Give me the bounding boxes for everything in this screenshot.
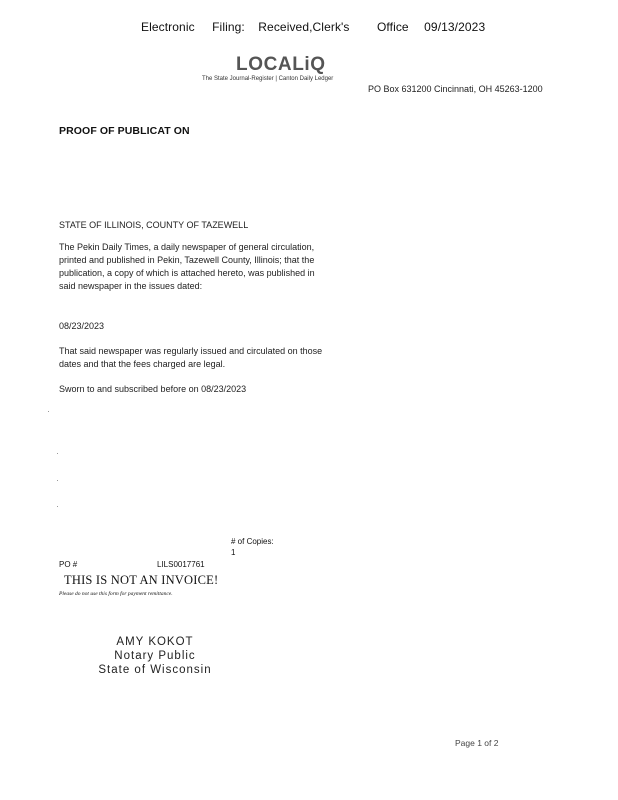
not-invoice-note: Please do not use this form for payment remittance. <box>59 591 173 597</box>
publication-date: 08/23/2023 <box>59 321 105 331</box>
notary-state: State of Wisconsin <box>98 664 212 676</box>
localiq-logo: LOCALiQ <box>236 54 326 75</box>
state-county-line: STATE OF ILLINOIS, COUNTY OF TAZEWELL <box>59 220 249 230</box>
efiling-stamp <box>141 20 485 34</box>
scan-mark <box>48 411 49 412</box>
notary-name: AMY KOKOT <box>116 636 194 648</box>
publication-statement: The Pekin Daily Times, a daily newspaper of general circulation, printed and published in Pekin, Tazewell County, Illinois; that the publication, a copy of which is attached hereto, was published in said newspaper in the issues dated: <box>59 242 315 291</box>
stamp-office: Office <box>376 20 409 34</box>
stamp-received: Received,Clerk's <box>258 20 350 34</box>
circulation-statement: That said newspaper was regularly issued and circulated on those dates and that the fees charged are legal. <box>59 346 323 369</box>
notary-title: Notary Public <box>114 650 196 662</box>
stamp-date: 09/13/2023 <box>424 20 486 34</box>
stamp-filing: Filing: <box>212 20 245 34</box>
scan-mark <box>57 506 58 507</box>
mailing-address: PO Box 631200 Cincinnati, OH 45263-1200 <box>368 84 543 94</box>
scan-mark <box>57 480 58 481</box>
document-title: PROOF OF PUBLICAT ON <box>59 125 190 137</box>
scan-mark <box>57 453 58 454</box>
copies-label: # of Copies: <box>231 537 274 546</box>
not-invoice-heading: THIS IS NOT AN INVOICE! <box>64 573 219 587</box>
po-label: PO # <box>59 560 78 569</box>
copies-value: 1 <box>231 548 236 557</box>
sworn-line: Sworn to and subscribed before on 08/23/2023 <box>59 384 247 394</box>
po-number: LILS0017761 <box>157 560 205 569</box>
page-number: Page 1 of 2 <box>455 738 499 748</box>
stamp-electronic: Electronic <box>141 20 195 34</box>
logo-subtitle: The State Journal-Register | Canton Daily Ledger <box>202 76 334 82</box>
